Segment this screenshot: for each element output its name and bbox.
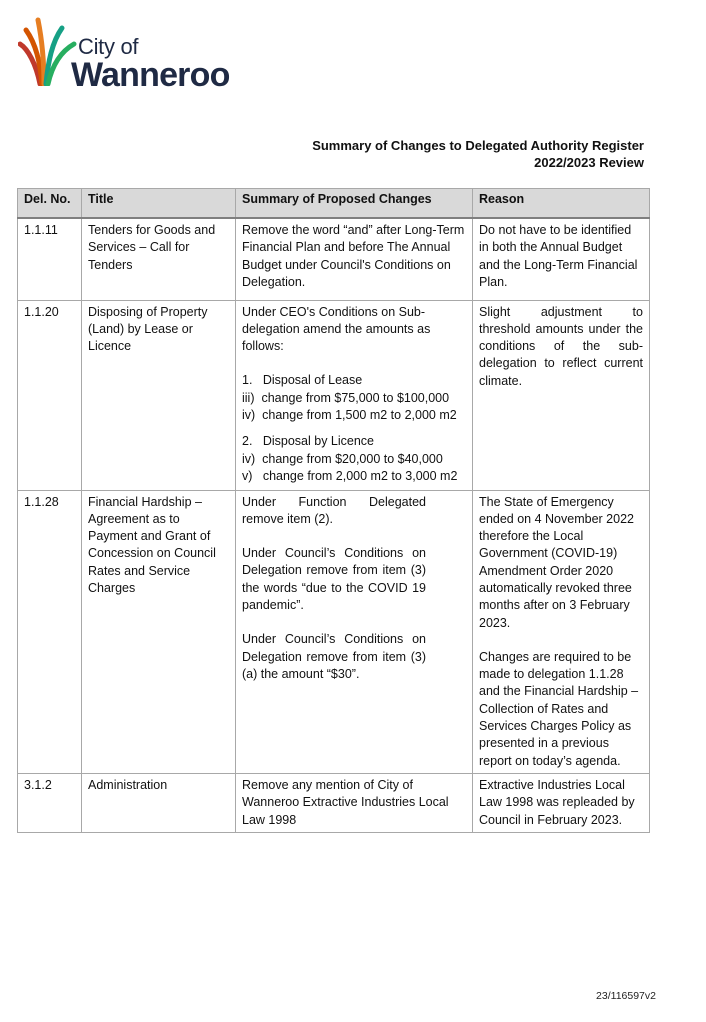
cell-reason — [473, 218, 650, 300]
cell-reason — [473, 300, 650, 490]
summary-list-heading: 1. Disposal of Lease — [242, 373, 363, 388]
header-summary: Summary of Proposed Changes — [236, 189, 473, 219]
delegated-authority-table — [17, 188, 650, 833]
document-title — [312, 137, 644, 171]
logo-line-1: City of — [78, 34, 139, 59]
summary-list-heading: 2. Disposal by Licence — [242, 434, 375, 449]
table-row — [18, 773, 650, 832]
summary-list-item: v) change from 2,000 m2 to 3,000 m2 — [242, 468, 458, 483]
cell-del-no: 1.1.20 — [18, 300, 82, 490]
document-title-line-2: 2022/2023 Review — [534, 155, 644, 170]
logo-emblem-icon — [18, 14, 78, 86]
summary-text: Under Council’s Conditions on Delegation remove from item (3) (a) the amount “$30”. — [242, 632, 426, 681]
cell-title: Administration — [82, 773, 236, 832]
document-title-line-1: Summary of Changes to Delegated Authority Register — [312, 138, 644, 153]
reason-text: The State of Emergency ended on 4 November 2022 therefore the Local Government (COVID-19) Amendment Order 2020 automatically revoked three months after on 3 February 2023. — [479, 494, 634, 630]
cell-title: Financial Hardship – Agreement as to Payment and Grant of Concession on Council Rates and Service Charges — [82, 490, 236, 773]
table-row — [18, 300, 650, 490]
reason-text: Changes are required to be made to delegation 1.1.28 and the Financial Hardship – Collection of Rates and Services Charges Policy as presented in a previous report on today’s agenda. — [479, 649, 639, 768]
cell-title: Disposing of Property (Land) by Lease or Licence — [82, 300, 236, 490]
logo-line-2: Wanneroo — [71, 56, 230, 94]
summary-list-item: iii) change from $75,000 to $100,000 — [242, 390, 450, 405]
reason-text: Extractive Industries Local Law 1998 was repleaded by Council in February 2023. — [479, 777, 635, 827]
header-title: Title — [82, 189, 236, 219]
cell-reason — [473, 773, 650, 832]
header-del-no: Del. No. — [18, 189, 82, 219]
cell-title: Tenders for Goods and Services – Call for Tenders — [82, 218, 236, 300]
table-row — [18, 490, 650, 773]
cell-reason — [473, 490, 650, 773]
summary-list-item: iv) change from 1,500 m2 to 2,000 m2 — [242, 407, 457, 422]
cell-del-no: 3.1.2 — [18, 773, 82, 832]
header-reason: Reason — [473, 189, 650, 219]
cell-del-no: 1.1.28 — [18, 490, 82, 773]
cell-summary — [236, 300, 473, 490]
cell-summary — [236, 773, 473, 832]
reason-text: Do not have to be identified in both the Annual Budget and the Long-Term Financial Plan. — [479, 223, 638, 289]
cell-del-no: 1.1.11 — [18, 218, 82, 300]
city-of-wanneroo-logo — [18, 12, 248, 98]
cell-summary — [236, 218, 473, 300]
reason-text: Slight adjustment to threshold amounts under the conditions of the sub-delegation to reflect current climate. — [479, 304, 643, 388]
summary-text: Under Council’s Conditions on Delegation remove from item (3) the words “due to the COVID 19 pandemic”. — [242, 546, 426, 612]
document-reference: 23/116597v2 — [596, 990, 656, 1002]
summary-text: Under Function Delegated remove item (2). — [242, 494, 426, 526]
summary-text: Under CEO's Conditions on Sub-delegation amend the amounts as follows: — [242, 304, 431, 354]
summary-text: Remove the word “and” after Long-Term Financial Plan and before The Annual Budget under Council's Conditions on Delegation. — [242, 223, 465, 289]
summary-list-item: iv) change from $20,000 to $40,000 — [242, 451, 443, 466]
cell-summary — [236, 490, 473, 773]
summary-text: Remove any mention of City of Wanneroo Extractive Industries Local Law 1998 — [242, 777, 449, 827]
table-header-row — [18, 189, 650, 219]
table-row — [18, 218, 650, 300]
